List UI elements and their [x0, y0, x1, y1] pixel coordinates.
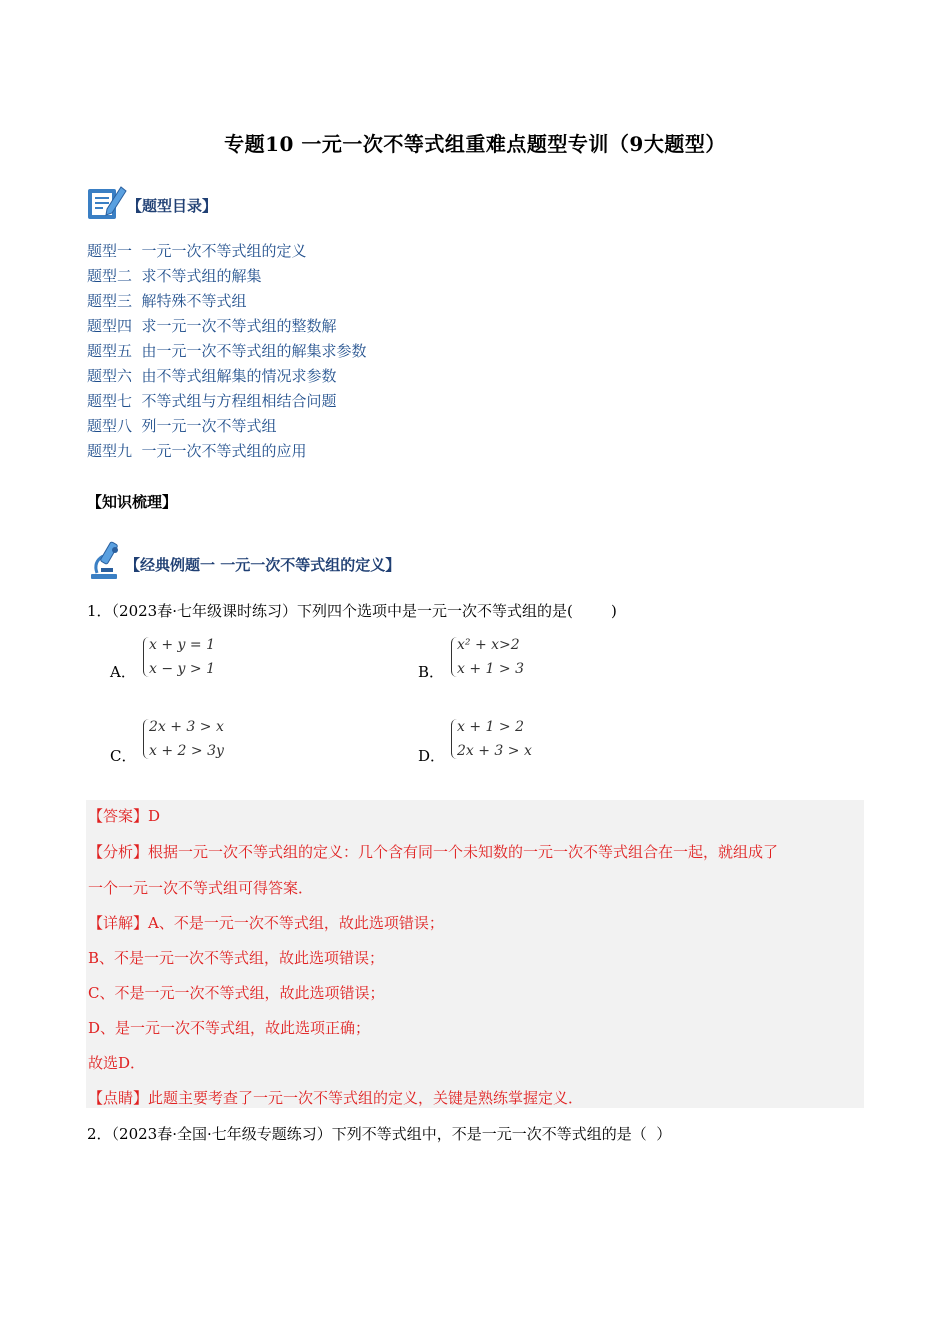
- equation-line: x + 2 > 3y: [149, 743, 224, 759]
- option-a-system: [143, 637, 283, 683]
- toc-item[interactable]: 题型三 解特殊不等式组: [87, 292, 247, 310]
- equation-line: 2x + 3 > x: [149, 719, 224, 735]
- option-a-label[interactable]: A．: [110, 663, 136, 681]
- toc-list: [87, 240, 367, 465]
- option-d-label[interactable]: D．: [418, 747, 446, 765]
- option-c-label[interactable]: C．: [110, 747, 137, 765]
- equation-line: x − y > 1: [149, 661, 215, 677]
- detail-line: 【详解】A、不是一元一次不等式组，故此选项错误；: [88, 914, 444, 932]
- detail-line: D、是一元一次不等式组，故此选项正确；: [88, 1019, 371, 1037]
- analysis-line: 【分析】根据一元一次不等式组的定义：几个含有同一个未知数的一元一次不等式组合在一起，就组成了: [88, 843, 779, 861]
- toc-item[interactable]: 题型一 一元一次不等式组的定义: [87, 242, 307, 260]
- equation-line: x + y = 1: [149, 637, 215, 653]
- toc-item[interactable]: 题型七 不等式组与方程组相结合问题: [87, 392, 337, 410]
- option-c-system: [143, 719, 283, 765]
- question-1-stem: 1．（2023春·七年级课时练习）下列四个选项中是一元一次不等式组的是( ): [87, 602, 617, 620]
- microscope-icon: [87, 540, 125, 580]
- toc-item[interactable]: 题型九 一元一次不等式组的应用: [87, 442, 307, 460]
- conclusion-line: 故选D．: [88, 1054, 146, 1072]
- equation-line: x + 1 > 3: [457, 661, 524, 677]
- toc-item[interactable]: 题型四 求一元一次不等式组的整数解: [87, 317, 337, 335]
- example-header: 【经典例题一 一元一次不等式组的定义】: [125, 556, 401, 574]
- equation-line: 2x + 3 > x: [457, 743, 532, 759]
- comment-line: 【点睛】此题主要考查了一元一次不等式组的定义，关键是熟练掌握定义．: [88, 1089, 584, 1107]
- knowledge-header: 【知识梳理】: [87, 493, 178, 511]
- answer-line: 【答案】D: [88, 807, 161, 825]
- toc-item[interactable]: 题型八 列一元一次不等式组: [87, 417, 277, 435]
- notepad-pencil-icon: [87, 183, 127, 221]
- detail-line: C、不是一元一次不等式组，故此选项错误；: [88, 984, 385, 1002]
- option-d-system: [451, 719, 591, 765]
- analysis-line: 一个一元一次不等式组可得答案．: [88, 879, 314, 897]
- option-b-system: [451, 637, 591, 683]
- toc-header: 【题型目录】: [127, 197, 218, 215]
- page-title: 专题10 一元一次不等式组重难点题型专训（9大题型）: [224, 132, 726, 156]
- toc-item[interactable]: 题型六 由不等式组解集的情况求参数: [87, 367, 337, 385]
- question-2-stem: 2．（2023春·全国·七年级专题练习）下列不等式组中，不是一元一次不等式组的是（ ）: [87, 1125, 672, 1143]
- equation-line: x² + x>2: [457, 637, 520, 653]
- option-b-label[interactable]: B．: [418, 663, 445, 681]
- detail-line: B、不是一元一次不等式组，故此选项错误；: [88, 949, 385, 967]
- toc-item[interactable]: 题型二 求不等式组的解集: [87, 267, 262, 285]
- equation-line: x + 1 > 2: [457, 719, 524, 735]
- toc-item[interactable]: 题型五 由一元一次不等式组的解集求参数: [87, 342, 367, 360]
